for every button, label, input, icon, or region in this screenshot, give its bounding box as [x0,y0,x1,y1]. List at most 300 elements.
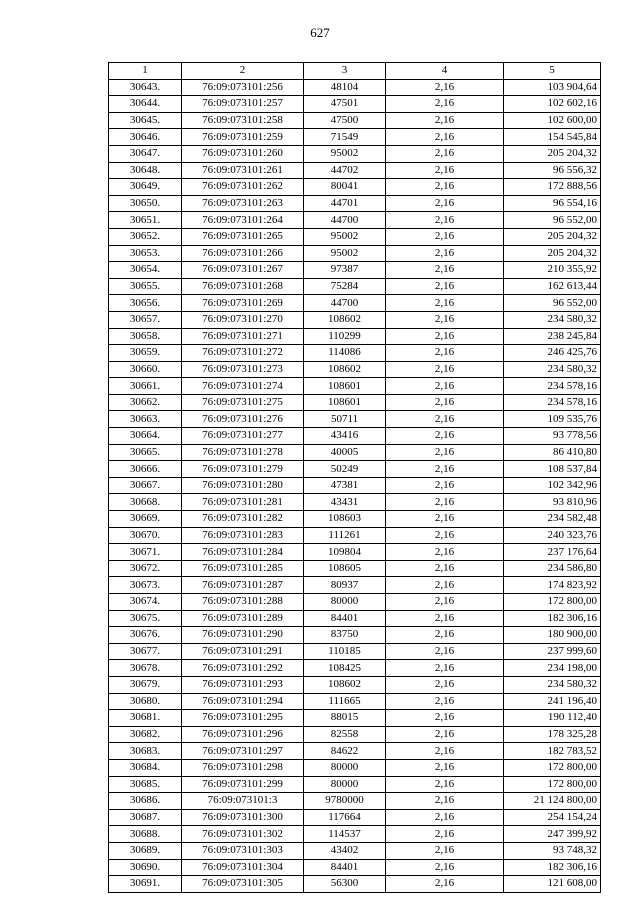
value-cell: 254 154,24 [504,809,601,826]
table-row [109,544,601,561]
value-cell: 96 554,16 [504,195,601,212]
rate-cell: 2,16 [386,345,504,362]
cadastral-number-cell: 76:09:073101:266 [182,245,304,262]
rate-cell: 2,16 [386,693,504,710]
value-cell: 234 580,32 [504,361,601,378]
rate-cell: 2,16 [386,776,504,793]
value-cell: 21 124 800,00 [504,793,601,810]
area-cell: 95002 [304,145,386,162]
cadastral-number-cell: 76:09:073101:267 [182,262,304,279]
row-number-cell: 30656. [109,295,182,312]
row-number-cell: 30649. [109,179,182,196]
cadastral-number-cell: 76:09:073101:259 [182,129,304,146]
table-row [109,195,601,212]
rate-cell: 2,16 [386,96,504,113]
value-cell: 190 112,40 [504,710,601,727]
value-cell: 172 800,00 [504,594,601,611]
rate-cell: 2,16 [386,643,504,660]
area-cell: 111261 [304,527,386,544]
value-cell: 205 204,32 [504,145,601,162]
table-row [109,577,601,594]
area-cell: 47501 [304,96,386,113]
row-number-cell: 30662. [109,394,182,411]
cadastral-number-cell: 76:09:073101:260 [182,145,304,162]
row-number-cell: 30644. [109,96,182,113]
value-cell: 246 425,76 [504,345,601,362]
row-number-cell: 30645. [109,112,182,129]
area-cell: 80937 [304,577,386,594]
table-row [109,278,601,295]
table-header-row [109,63,601,80]
cadastral-number-cell: 76:09:073101:302 [182,826,304,843]
cadastral-number-cell: 76:09:073101:279 [182,461,304,478]
area-cell: 110185 [304,643,386,660]
value-cell: 238 245,84 [504,328,601,345]
cadastral-number-cell: 76:09:073101:294 [182,693,304,710]
area-cell: 97387 [304,262,386,279]
rate-cell: 2,16 [386,676,504,693]
row-number-cell: 30688. [109,826,182,843]
cadastral-number-cell: 76:09:073101:280 [182,477,304,494]
table-row [109,411,601,428]
area-cell: 109804 [304,544,386,561]
column-header-2: 2 [182,63,304,80]
table-row [109,79,601,96]
area-cell: 108601 [304,394,386,411]
cadastral-number-cell: 76:09:073101:285 [182,560,304,577]
rate-cell: 2,16 [386,461,504,478]
table-row [109,428,601,445]
cadastral-number-cell: 76:09:073101:264 [182,212,304,229]
cadastral-number-cell: 76:09:073101:287 [182,577,304,594]
rate-cell: 2,16 [386,145,504,162]
row-number-cell: 30681. [109,710,182,727]
column-header-5: 5 [504,63,601,80]
area-cell: 47500 [304,112,386,129]
rate-cell: 2,16 [386,726,504,743]
value-cell: 96 552,00 [504,295,601,312]
area-cell: 84622 [304,743,386,760]
table-row [109,876,601,893]
cadastral-number-cell: 76:09:073101:3 [182,793,304,810]
area-cell: 95002 [304,245,386,262]
cadastral-number-cell: 76:09:073101:272 [182,345,304,362]
row-number-cell: 30658. [109,328,182,345]
area-cell: 108603 [304,511,386,528]
rate-cell: 2,16 [386,842,504,859]
area-cell: 80000 [304,776,386,793]
row-number-cell: 30670. [109,527,182,544]
cadastral-number-cell: 76:09:073101:262 [182,179,304,196]
rate-cell: 2,16 [386,378,504,395]
rate-cell: 2,16 [386,511,504,528]
value-cell: 237 176,64 [504,544,601,561]
cadastral-number-cell: 76:09:073101:258 [182,112,304,129]
table-row [109,594,601,611]
area-cell: 95002 [304,228,386,245]
row-number-cell: 30673. [109,577,182,594]
row-number-cell: 30643. [109,79,182,96]
rate-cell: 2,16 [386,444,504,461]
rate-cell: 2,16 [386,245,504,262]
rate-cell: 2,16 [386,594,504,611]
cadastral-number-cell: 76:09:073101:297 [182,743,304,760]
table-row [109,527,601,544]
value-cell: 103 904,64 [504,79,601,96]
row-number-cell: 30682. [109,726,182,743]
value-cell: 182 783,52 [504,743,601,760]
area-cell: 50249 [304,461,386,478]
row-number-cell: 30686. [109,793,182,810]
cadastral-number-cell: 76:09:073101:291 [182,643,304,660]
area-cell: 88015 [304,710,386,727]
column-header-1: 1 [109,63,182,80]
table-row [109,643,601,660]
value-cell: 96 552,00 [504,212,601,229]
table-row [109,129,601,146]
area-cell: 84401 [304,610,386,627]
value-cell: 234 198,00 [504,660,601,677]
rate-cell: 2,16 [386,328,504,345]
area-cell: 71549 [304,129,386,146]
table-row [109,112,601,129]
rate-cell: 2,16 [386,876,504,893]
value-cell: 240 323,76 [504,527,601,544]
rate-cell: 2,16 [386,494,504,511]
row-number-cell: 30661. [109,378,182,395]
value-cell: 241 196,40 [504,693,601,710]
row-number-cell: 30691. [109,876,182,893]
area-cell: 111665 [304,693,386,710]
area-cell: 117664 [304,809,386,826]
column-header-4: 4 [386,63,504,80]
value-cell: 178 325,28 [504,726,601,743]
area-cell: 50711 [304,411,386,428]
area-cell: 84401 [304,859,386,876]
table-row [109,693,601,710]
value-cell: 247 399,92 [504,826,601,843]
table-row [109,726,601,743]
table-row [109,826,601,843]
rate-cell: 2,16 [386,577,504,594]
cadastral-number-cell: 76:09:073101:303 [182,842,304,859]
area-cell: 48104 [304,79,386,96]
value-cell: 172 800,00 [504,776,601,793]
rate-cell: 2,16 [386,610,504,627]
row-number-cell: 30660. [109,361,182,378]
area-cell: 9780000 [304,793,386,810]
rate-cell: 2,16 [386,79,504,96]
area-cell: 40005 [304,444,386,461]
area-cell: 44702 [304,162,386,179]
cadastral-number-cell: 76:09:073101:298 [182,759,304,776]
cadastral-number-cell: 76:09:073101:275 [182,394,304,411]
value-cell: 234 578,16 [504,378,601,395]
row-number-cell: 30652. [109,228,182,245]
value-cell: 205 204,32 [504,228,601,245]
row-number-cell: 30655. [109,278,182,295]
cadastral-number-cell: 76:09:073101:290 [182,627,304,644]
table-row [109,378,601,395]
rate-cell: 2,16 [386,411,504,428]
row-number-cell: 30689. [109,842,182,859]
area-cell: 108602 [304,311,386,328]
cadastral-number-cell: 76:09:073101:292 [182,660,304,677]
value-cell: 162 613,44 [504,278,601,295]
table-row [109,179,601,196]
value-cell: 234 580,32 [504,676,601,693]
cadastral-number-cell: 76:09:073101:274 [182,378,304,395]
value-cell: 96 556,32 [504,162,601,179]
table-row [109,96,601,113]
cadastral-number-cell: 76:09:073101:273 [182,361,304,378]
rate-cell: 2,16 [386,162,504,179]
area-cell: 110299 [304,328,386,345]
cadastral-number-cell: 76:09:073101:268 [182,278,304,295]
value-cell: 108 537,84 [504,461,601,478]
table-row [109,793,601,810]
row-number-cell: 30653. [109,245,182,262]
rate-cell: 2,16 [386,394,504,411]
row-number-cell: 30665. [109,444,182,461]
row-number-cell: 30680. [109,693,182,710]
table-row [109,842,601,859]
rate-cell: 2,16 [386,793,504,810]
cadastral-number-cell: 76:09:073101:288 [182,594,304,611]
value-cell: 180 900,00 [504,627,601,644]
table-body [109,79,601,892]
rate-cell: 2,16 [386,826,504,843]
rate-cell: 2,16 [386,195,504,212]
table-row [109,328,601,345]
row-number-cell: 30654. [109,262,182,279]
table-row [109,345,601,362]
rate-cell: 2,16 [386,477,504,494]
table-row [109,494,601,511]
cadastral-number-cell: 76:09:073101:289 [182,610,304,627]
row-number-cell: 30666. [109,461,182,478]
table-row [109,295,601,312]
cadastral-number-cell: 76:09:073101:256 [182,79,304,96]
area-cell: 108601 [304,378,386,395]
table-row [109,361,601,378]
cadastral-number-cell: 76:09:073101:257 [182,96,304,113]
row-number-cell: 30664. [109,428,182,445]
value-cell: 93 810,96 [504,494,601,511]
value-cell: 237 999,60 [504,643,601,660]
table-row [109,710,601,727]
table-row [109,759,601,776]
row-number-cell: 30659. [109,345,182,362]
rate-cell: 2,16 [386,311,504,328]
row-number-cell: 30650. [109,195,182,212]
value-cell: 182 306,16 [504,859,601,876]
area-cell: 80000 [304,759,386,776]
area-cell: 108425 [304,660,386,677]
area-cell: 44700 [304,212,386,229]
table-row [109,676,601,693]
cadastral-number-cell: 76:09:073101:281 [182,494,304,511]
area-cell: 108605 [304,560,386,577]
area-cell: 80000 [304,594,386,611]
value-cell: 102 342,96 [504,477,601,494]
table-row [109,394,601,411]
cadastral-number-cell: 76:09:073101:293 [182,676,304,693]
row-number-cell: 30672. [109,560,182,577]
row-number-cell: 30669. [109,511,182,528]
area-cell: 43431 [304,494,386,511]
rate-cell: 2,16 [386,295,504,312]
value-cell: 121 608,00 [504,876,601,893]
rate-cell: 2,16 [386,129,504,146]
area-cell: 44700 [304,295,386,312]
table-row [109,610,601,627]
cadastral-number-cell: 76:09:073101:284 [182,544,304,561]
table-row [109,461,601,478]
value-cell: 174 823,92 [504,577,601,594]
row-number-cell: 30668. [109,494,182,511]
cadastral-number-cell: 76:09:073101:282 [182,511,304,528]
table-row [109,162,601,179]
rate-cell: 2,16 [386,527,504,544]
cadastral-number-cell: 76:09:073101:277 [182,428,304,445]
table-row [109,809,601,826]
area-cell: 47381 [304,477,386,494]
row-number-cell: 30676. [109,627,182,644]
value-cell: 109 535,76 [504,411,601,428]
row-number-cell: 30646. [109,129,182,146]
cadastral-number-cell: 76:09:073101:300 [182,809,304,826]
table-row [109,212,601,229]
area-cell: 43416 [304,428,386,445]
cadastral-number-cell: 76:09:073101:269 [182,295,304,312]
rate-cell: 2,16 [386,710,504,727]
table-row [109,311,601,328]
row-number-cell: 30687. [109,809,182,826]
value-cell: 86 410,80 [504,444,601,461]
area-cell: 43402 [304,842,386,859]
table-row [109,776,601,793]
cadastral-number-cell: 76:09:073101:283 [182,527,304,544]
row-number-cell: 30683. [109,743,182,760]
rate-cell: 2,16 [386,759,504,776]
row-number-cell: 30675. [109,610,182,627]
table-row [109,477,601,494]
row-number-cell: 30648. [109,162,182,179]
cadastral-number-cell: 76:09:073101:278 [182,444,304,461]
registry-table [108,62,601,893]
cadastral-number-cell: 76:09:073101:296 [182,726,304,743]
cadastral-number-cell: 76:09:073101:265 [182,228,304,245]
cadastral-number-cell: 76:09:073101:276 [182,411,304,428]
area-cell: 75284 [304,278,386,295]
page-number: 627 [310,25,330,40]
value-cell: 234 582,48 [504,511,601,528]
rate-cell: 2,16 [386,560,504,577]
cadastral-number-cell: 76:09:073101:304 [182,859,304,876]
cadastral-number-cell: 76:09:073101:261 [182,162,304,179]
table-row [109,145,601,162]
row-number-cell: 30690. [109,859,182,876]
rate-cell: 2,16 [386,743,504,760]
rate-cell: 2,16 [386,228,504,245]
area-cell: 56300 [304,876,386,893]
area-cell: 108602 [304,361,386,378]
value-cell: 210 355,92 [504,262,601,279]
rate-cell: 2,16 [386,544,504,561]
value-cell: 205 204,32 [504,245,601,262]
row-number-cell: 30685. [109,776,182,793]
value-cell: 234 580,32 [504,311,601,328]
value-cell: 182 306,16 [504,610,601,627]
value-cell: 234 578,16 [504,394,601,411]
value-cell: 102 602,16 [504,96,601,113]
row-number-cell: 30679. [109,676,182,693]
table-row [109,560,601,577]
value-cell: 102 600,00 [504,112,601,129]
table-row [109,511,601,528]
rate-cell: 2,16 [386,212,504,229]
row-number-cell: 30677. [109,643,182,660]
rate-cell: 2,16 [386,112,504,129]
value-cell: 154 545,84 [504,129,601,146]
row-number-cell: 30674. [109,594,182,611]
table-row [109,262,601,279]
row-number-cell: 30651. [109,212,182,229]
cadastral-number-cell: 76:09:073101:299 [182,776,304,793]
rate-cell: 2,16 [386,278,504,295]
value-cell: 93 778,56 [504,428,601,445]
rate-cell: 2,16 [386,660,504,677]
rate-cell: 2,16 [386,859,504,876]
cadastral-number-cell: 76:09:073101:305 [182,876,304,893]
row-number-cell: 30663. [109,411,182,428]
area-cell: 80041 [304,179,386,196]
value-cell: 93 748,32 [504,842,601,859]
column-header-3: 3 [304,63,386,80]
row-number-cell: 30657. [109,311,182,328]
row-number-cell: 30678. [109,660,182,677]
area-cell: 114086 [304,345,386,362]
table-row [109,228,601,245]
row-number-cell: 30667. [109,477,182,494]
row-number-cell: 30684. [109,759,182,776]
cadastral-number-cell: 76:09:073101:270 [182,311,304,328]
row-number-cell: 30671. [109,544,182,561]
cadastral-number-cell: 76:09:073101:295 [182,710,304,727]
table-row [109,660,601,677]
area-cell: 44701 [304,195,386,212]
rate-cell: 2,16 [386,262,504,279]
area-cell: 114537 [304,826,386,843]
rate-cell: 2,16 [386,179,504,196]
table-row [109,859,601,876]
row-number-cell: 30647. [109,145,182,162]
rate-cell: 2,16 [386,809,504,826]
value-cell: 172 888,56 [504,179,601,196]
rate-cell: 2,16 [386,428,504,445]
rate-cell: 2,16 [386,361,504,378]
rate-cell: 2,16 [386,627,504,644]
table-row [109,743,601,760]
value-cell: 234 586,80 [504,560,601,577]
table-row [109,245,601,262]
cadastral-number-cell: 76:09:073101:263 [182,195,304,212]
cadastral-number-cell: 76:09:073101:271 [182,328,304,345]
area-cell: 82558 [304,726,386,743]
area-cell: 108602 [304,676,386,693]
value-cell: 172 800,00 [504,759,601,776]
